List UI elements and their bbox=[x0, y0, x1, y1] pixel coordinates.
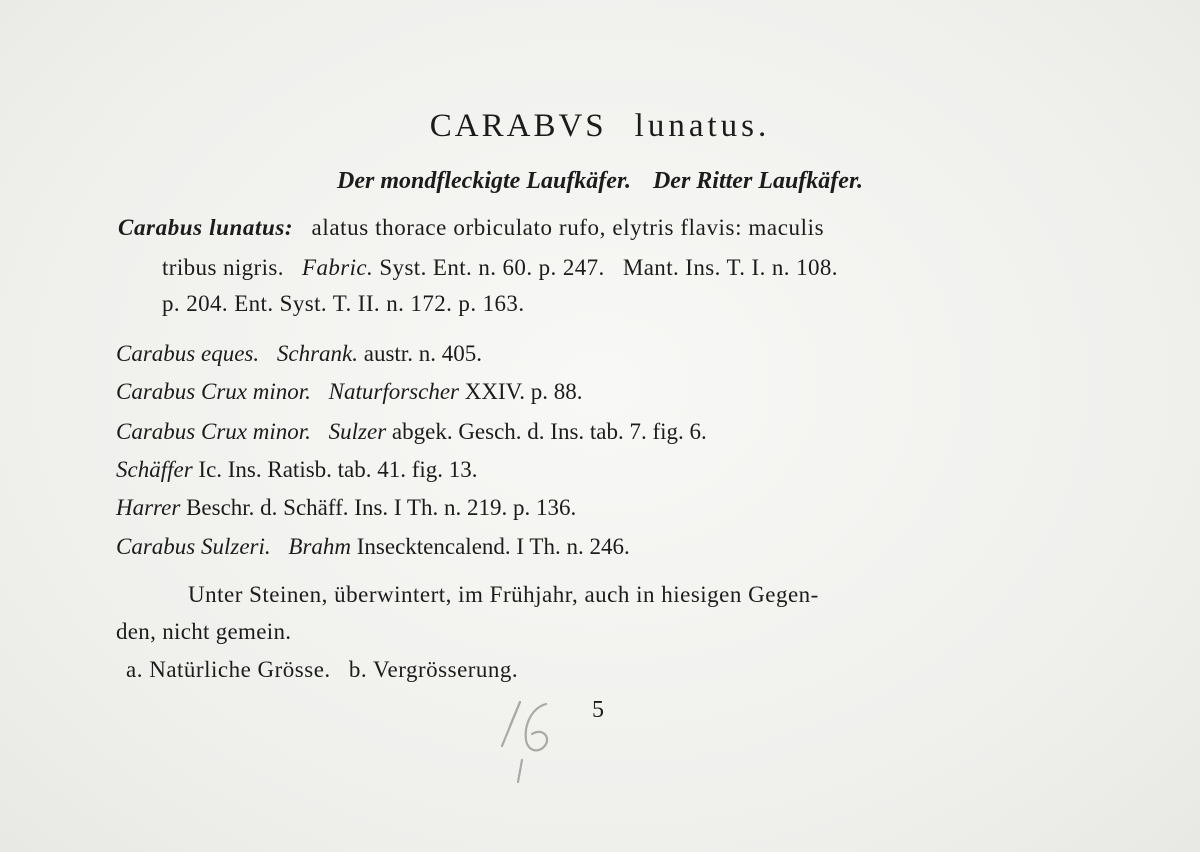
description-text-1: alatus thorace orbiculato rufo, elytris flavis: maculis bbox=[311, 215, 825, 240]
habitat-line-2: den, nicht gemein. bbox=[116, 619, 292, 644]
reference-name: Harrer bbox=[116, 495, 181, 520]
reference-text: Ic. Ins. Ratisb. tab. 41. fig. 13. bbox=[198, 457, 478, 482]
reference-line bbox=[116, 342, 482, 365]
page-number: 5 bbox=[592, 697, 604, 723]
reference-author: Naturforscher bbox=[328, 379, 459, 404]
reference-name: Carabus Crux minor. bbox=[116, 419, 311, 444]
reference-line bbox=[116, 380, 583, 403]
description-line-2 bbox=[162, 256, 838, 279]
habitat-line-1: Unter Steinen, überwintert, im Frühjahr, auch in hiesigen Gegen- bbox=[188, 582, 819, 607]
description-text-2a: tribus nigris. bbox=[162, 255, 284, 280]
reference-name: Carabus Sulzeri. bbox=[116, 534, 271, 559]
legend-a: a. Natürliche Grösse. bbox=[126, 657, 331, 682]
description-text-2d: Mant. Ins. T. I. n. 108. bbox=[622, 255, 838, 280]
reference-line bbox=[116, 496, 576, 519]
reference-line bbox=[116, 535, 630, 558]
reference-text: XXIV. p. 88. bbox=[464, 379, 583, 404]
description-author: Fabric. bbox=[302, 255, 374, 280]
handwritten-mark bbox=[480, 696, 570, 786]
description-text-3: p. 204. Ent. Syst. T. II. n. 172. p. 163. bbox=[162, 291, 525, 316]
description-text-2c: Syst. Ent. n. 60. p. 247. bbox=[379, 255, 605, 280]
reference-line bbox=[116, 420, 707, 443]
reference-name: Schäffer bbox=[116, 457, 193, 482]
reference-author: Brahm bbox=[288, 534, 352, 559]
common-name-2: Der Ritter Laufkäfer. bbox=[652, 168, 863, 194]
legend-b: b. Vergrösserung. bbox=[348, 657, 519, 682]
reference-text: Insecktencalend. I Th. n. 246. bbox=[356, 534, 630, 559]
description-line-1 bbox=[118, 216, 824, 239]
reference-line bbox=[116, 458, 478, 481]
species-name: lunatus. bbox=[634, 108, 771, 144]
reference-text: Beschr. d. Schäff. Ins. I Th. n. 219. p. 136. bbox=[186, 495, 577, 520]
reference-text: austr. n. 405. bbox=[363, 341, 482, 366]
reference-text: abgek. Gesch. d. Ins. tab. 7. fig. 6. bbox=[391, 419, 707, 444]
figure-legend bbox=[126, 658, 518, 681]
reference-author: Schrank. bbox=[276, 341, 358, 366]
reference-author: Sulzer bbox=[328, 419, 387, 444]
common-names bbox=[0, 168, 1200, 195]
reference-name: Carabus Crux minor. bbox=[116, 379, 311, 404]
description-line-3 bbox=[162, 292, 524, 315]
common-name-1: Der mondfleckigte Laufkäfer. bbox=[337, 168, 631, 194]
description-name: Carabus lunatus: bbox=[118, 215, 294, 240]
reference-name: Carabus eques. bbox=[116, 341, 260, 366]
species-title bbox=[0, 108, 1200, 145]
genus-name: CARABVS bbox=[429, 108, 607, 144]
